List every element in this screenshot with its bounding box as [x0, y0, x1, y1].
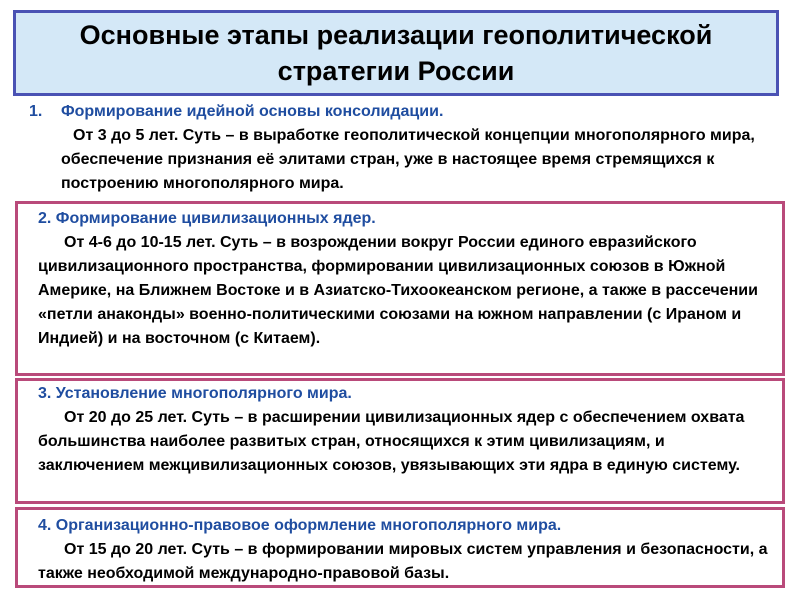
stage-1-text: От 3 до 5 лет. Суть – в выработке геополитической концепции многополярного мира, обеспечение признания её элитами стран, уже в настоящее время стремящихся к построению многополярного мира. — [61, 127, 755, 192]
stage-4-heading: 4. Организационно-правовое оформление многополярного мира. — [38, 517, 562, 534]
stage-3-text: От 20 до 25 лет. Суть – в расширении цивилизационных ядер с обеспечением охвата большинства наиболее развитых стран, относящихся к этим цивилизациям, и заключением межцивилизационных союзов, увязывающих эти ядра в единую систему. — [38, 409, 745, 474]
stage-2-heading: 2. Формирование цивилизационных ядер. — [38, 210, 376, 227]
stage-3-heading: 3. Установление многополярного мира. — [38, 385, 352, 402]
stage-1 — [15, 100, 785, 198]
stage-4-text: От 15 до 20 лет. Суть – в формировании мировых систем управления и безопасности, а также необходимой международно-правовой базы. — [38, 541, 768, 582]
stage-3 — [15, 378, 785, 504]
stage-1-number: 1. — [29, 103, 43, 120]
stage-2 — [15, 201, 785, 376]
stage-1-heading: Формирование идейной основы консолидации. — [61, 103, 444, 120]
stage-2-text: От 4-6 до 10-15 лет. Суть – в возрождении вокруг России единого евразийского цивилизационного пространства, формировании цивилизационных союзов в Южной Америке, на Ближнем Востоке и в Азиатско-Тихоокеанском регионе, а также в рассечении «петли анаконды» военно-политическими союзами на южном направлении (с Ираном и Индией) и на восточном (с Китаем). — [38, 234, 758, 347]
stage-4 — [15, 507, 785, 588]
title-box — [13, 10, 779, 96]
page-title: Основные этапы реализации геополитической стратегии России — [79, 20, 713, 86]
